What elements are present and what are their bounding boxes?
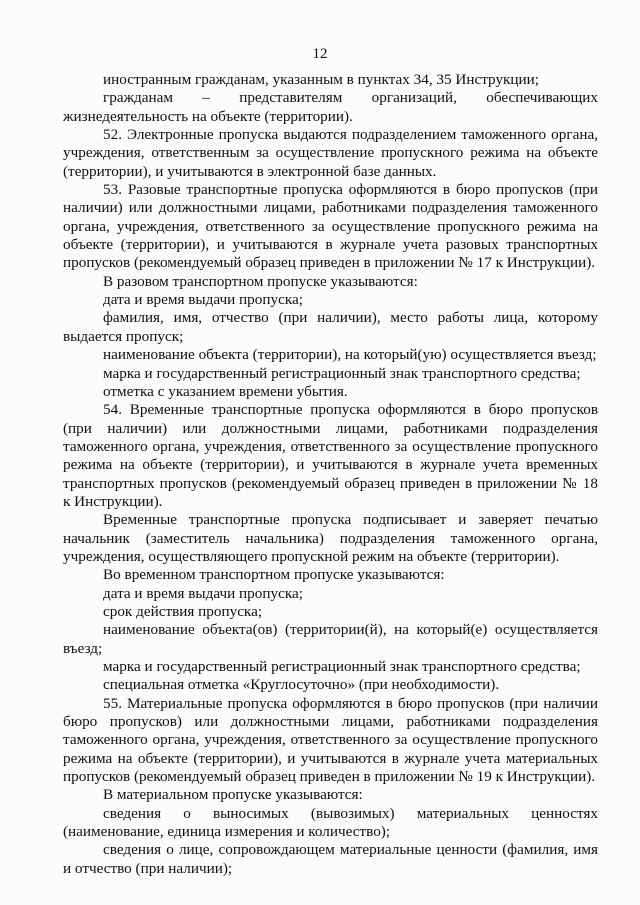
paragraph: фамилия, имя, отчество (при наличии), место работы лица, которому выдается пропуск; xyxy=(63,309,598,345)
paragraph: иностранным гражданам, указанным в пунктах 34, 35 Инструкции; xyxy=(103,71,540,88)
paragraph: наименование объекта (территории), на который(ую) осуществляется въезд; xyxy=(103,346,597,364)
paragraph: срок действия пропуска; xyxy=(103,602,263,620)
paragraph: гражданам – представителям организаций, обеспечивающих жизнедеятельность на объекте (территории). xyxy=(63,89,598,125)
paragraph: специальная отметка «Круглосуточно» (при необходимости). xyxy=(103,676,500,694)
paragraph: сведения о лице, сопровождающем материальные ценности (фамилия, имя и отчество (при наличии); xyxy=(63,841,598,877)
paragraph: наименование объекта(ов) (территории(й), на который(е) осуществляется въезд; xyxy=(63,621,598,657)
paragraph: В материальном пропуске указываются: xyxy=(103,786,363,804)
paragraph: дата и время выдачи пропуска; xyxy=(103,584,303,602)
paragraph: 52. Электронные пропуска выдаются подразделением таможенного органа, учреждения, ответственным за осуществление пропускного режима на объекте (территории), и учитываются в электронной базе данных. xyxy=(63,126,598,180)
paragraph: отметка с указанием времени убытия. xyxy=(103,382,348,400)
paragraph: марка и государственный регистрационный знак транспортного средства; xyxy=(103,364,581,382)
paragraph: 53. Разовые транспортные пропуска оформляются в бюро пропусков (при наличии) или должностными лицами, работниками подразделения таможенного органа, учреждения, ответственного за осуществление пропускного режима на объекте (территории), и учитываются в журнале учета разовых транспортных пропусков (рекомендуемый образец приведен в приложении № 17 к Инструкции). xyxy=(63,181,598,272)
paragraph: дата и время выдачи пропуска; xyxy=(103,291,303,309)
paragraph: 55. Материальные пропуска оформляются в бюро пропусков (при наличии бюро пропусков) или должностными лицами, работниками подразделения таможенного органа, учреждения, ответственного за осуществление пропускного режима на объекте (территории), и учитываются в журнале учета материальных пропусков (рекомендуемый образец приведен в приложении № 19 к Инструкции). xyxy=(63,694,598,786)
paragraph: марка и государственный регистрационный знак транспортного средства; xyxy=(103,658,581,675)
paragraph: сведения о выносимых (вывозимых) материальных ценностях (наименование, единица измерения и количество); xyxy=(63,804,598,841)
paragraph: Временные транспортные пропуска подписывает и заверяет печатью начальник (заместитель начальника) подразделения таможенного органа, учреждения, осуществляющего пропускной режим на объекте (территории). xyxy=(63,511,598,565)
paragraph: Во временном транспортном пропуске указываются: xyxy=(103,566,445,584)
paragraph: В разовом транспортном пропуске указываются: xyxy=(103,272,418,290)
document-body xyxy=(63,71,598,878)
page-number: 12 xyxy=(312,46,328,62)
paragraph: 54. Временные транспортные пропуска оформляются в бюро пропусков (при наличии) или должностными лицами, работниками подразделения таможенного органа, учреждения, ответственного за осуществление пропускного режима на объекте (территории), и учитываются в журнале учета временных транспортных пропусков (рекомендуемый образец приведен в приложении № 18 к Инструкции). xyxy=(63,401,598,510)
